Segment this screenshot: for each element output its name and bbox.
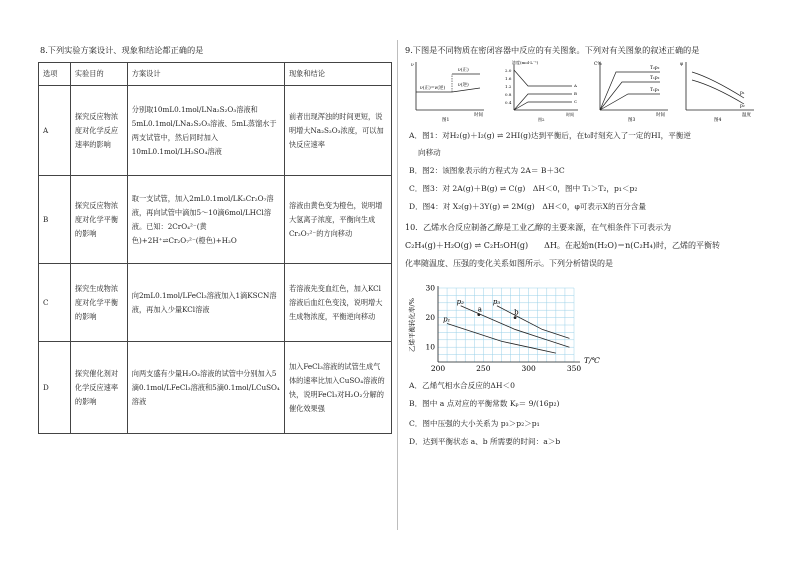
fig4-label-p2: p₂ <box>740 104 745 109</box>
chart-labels <box>407 284 601 374</box>
q10-stem-2: C₂H₄(g)＋H₂O(g) ⇌ C₂H₅OH(g) ΔH。在起始n(H₂O)＝n(C₂H₄)时，乙烯的平衡转 <box>405 241 720 250</box>
fig3-label-t1p1: T₁p₁ <box>650 88 660 93</box>
x-tick-label: 300 <box>521 364 536 373</box>
fig2-label: 图2 <box>538 117 545 122</box>
y-tick-label: 30 <box>425 283 435 293</box>
table-row-c <box>39 264 392 342</box>
fig1-ylabel: ν <box>411 63 414 68</box>
x-tick-label: 200 <box>430 364 446 373</box>
row-d-aim: 探究催化剂对化学反应速率的影响 <box>70 342 127 434</box>
fig3-label-t2p2: T₂p₂ <box>650 66 660 71</box>
table-row-b <box>39 176 392 264</box>
fig1-curve1: ν(正) <box>458 68 469 73</box>
row-c-aim: 探究生成物浓度对化学平衡的影响 <box>70 264 127 342</box>
row-a-result: 前者出现浑浊的时间更短，说明增大Na₂S₂O₃浓度，可以加快反应速率 <box>284 86 391 176</box>
data-point <box>514 316 517 319</box>
fig4-label-p1: p₁ <box>740 91 745 96</box>
q10-option-c: C．图中压强的大小关系为 p₃＞p₂＞p₁ <box>409 419 540 428</box>
series-label: p₃ <box>492 297 501 306</box>
table-row-d <box>39 342 392 434</box>
header-plan: 方案设计 <box>127 63 284 86</box>
x-tick-label: 250 <box>476 364 491 373</box>
point-label: a <box>477 305 482 314</box>
fig3-label: 图3 <box>628 118 636 123</box>
row-b-plan: 取一支试管，加入2mL0.1mol/LK₂Cr₂O₇溶液，再向试管中滴加5～10滴6mol/LHCl溶液。已知：2CrO₄²⁻(黄色)+2H⁺⇌Cr₂O₇²⁻(橙色)+H₂O <box>127 176 284 264</box>
q9-option-b: B．图2：该图象表示的方程式为 2A＝ B＋3C <box>409 166 565 175</box>
fig1-curve3: ν(正)=ν(逆) <box>420 86 446 91</box>
row-a-plan: 分别取10mL0.1mol/LNa₂S₂O₃溶液和5mL0.1mol/LNa₂S₂O₃溶液、5mL蒸馏水于两支试管中，然后同时加入10mL0.1mol/LH₂SO₄溶液 <box>127 86 284 176</box>
fig2-curve-a: A <box>574 83 577 88</box>
q10-stem-1: 10．乙烯水合反应制备乙醇是工业乙醇的主要来源，在气相条件下可表示为 <box>405 223 672 232</box>
row-c-result: 若溶液先变血红色，加入KCl溶液后血红色变浅，说明增大生成物浓度，平衡逆向移动 <box>284 264 391 342</box>
row-d-plan: 向两支盛有少量H₂O₂溶液的试管中分别加入5滴0.1mol/LFeCl₃溶液和5滴0.1mol/LCuSO₄溶液 <box>127 342 284 434</box>
row-d-option: D <box>39 342 71 434</box>
q10-option-b: B．图中 a 点对应的平衡常数 Kₚ＝ 9/(16p₂) <box>409 399 560 408</box>
row-b-aim: 探究反应物浓度对化学平衡的影响 <box>70 176 127 264</box>
fig2-curve-b: B <box>574 91 577 96</box>
table-row-a <box>39 86 392 176</box>
series-label: p₂ <box>456 297 464 306</box>
y-tick-label: 20 <box>425 313 435 323</box>
q9-title: 9.下图是不同物质在密闭容器中反应的有关图象。下列对有关图象的叙述正确的是 <box>405 45 700 55</box>
fig2-tick-1.6: 1.6 <box>505 76 512 81</box>
q10-chart <box>406 282 600 378</box>
q9-option-c: C．图3：对 2A(g)＋B(g) ⇌ C(g) ΔH＜0，图中 T₁＞T₂，p₁＜p₂ <box>409 184 638 193</box>
fig4-xlabel: 温度 <box>742 113 751 118</box>
y-axis-label: 乙烯平衡转化率/% <box>408 298 416 352</box>
table-header-row <box>39 63 392 86</box>
fig2-ylabel: 浓度(mol·L⁻¹) <box>512 60 539 65</box>
series-line <box>497 306 570 339</box>
y-tick-label: 10 <box>425 342 435 352</box>
q9-option-d: D．图4：对 X₂(g)＋3Y(g) ⇌ 2M(g) ΔH＜0，φ可表示X的百分含量 <box>409 202 646 211</box>
row-b-result: 溶液由黄色变为橙色，说明增大氢离子浓度，平衡向生成Cr₂O₇²⁻的方向移动 <box>284 176 391 264</box>
row-d-result: 加入FeCl₃溶液的试管生成气体的速率比加入CuSO₄溶液的快，说明FeCl₃对H₂O₂分解的催化效果强 <box>284 342 391 434</box>
column-divider <box>397 40 398 530</box>
fig1-curve2: ν(逆) <box>458 83 469 88</box>
fig2-xlabel: 时间 <box>566 112 574 117</box>
q10-option-a: A．乙烯气相水合反应的ΔH＜0 <box>409 381 515 390</box>
q8-table <box>38 62 392 434</box>
row-a-aim: 探究反应物浓度对化学反应速率的影响 <box>70 86 127 176</box>
header-option: 选项 <box>39 63 71 86</box>
figure-4 <box>678 58 760 122</box>
fig2-tick-2.0: 2.0 <box>505 68 512 73</box>
q10-option-d: D．达到平衡状态 a、b 所需要的时间：a＞b <box>409 437 561 446</box>
header-result: 现象和结论 <box>284 63 391 86</box>
series-label: p₁ <box>443 315 451 324</box>
fig4-label: 图4 <box>714 118 722 123</box>
fig2-tick-0.4: 0.4 <box>505 100 512 105</box>
x-tick-label: 350 <box>566 364 582 373</box>
point-label: b <box>514 308 519 317</box>
fig2-tick-0.8: 0.8 <box>505 92 512 97</box>
fig2-tick-1.2: 1.2 <box>505 84 512 89</box>
figure-3 <box>592 58 674 122</box>
fig3-label-t1p2: T₁p₂ <box>650 76 660 81</box>
row-c-plan: 向2mL0.1mol/LFeCl₃溶液加入1滴KSCN溶液，再加入少量KCl溶液 <box>127 264 284 342</box>
fig1-label: 图1 <box>442 118 450 123</box>
fig1-xlabel: 时间 <box>474 113 483 118</box>
figure-2 <box>502 58 584 122</box>
fig4-ylabel: φ <box>680 62 684 67</box>
x-axis-label: T/℃ <box>584 356 600 365</box>
q9-option-a: A．图1：对H₂(g)＋I₂(g) ⇌ 2HI(g)达到平衡后，在t₀时刻充入了一定的HI，平衡逆 <box>409 131 691 140</box>
q8-title: 8.下列实验方案设计、现象和结论都正确的是 <box>40 45 204 55</box>
header-aim: 实验目的 <box>70 63 127 86</box>
fig3-xlabel: 时间 <box>656 113 665 118</box>
row-c-option: C <box>39 264 71 342</box>
row-b-option: B <box>39 176 71 264</box>
fig3-ylabel: C% <box>594 62 602 67</box>
q9-option-a-cont: 向移动 <box>418 148 441 157</box>
figure-1 <box>408 58 490 122</box>
row-a-option: A <box>39 86 71 176</box>
data-point <box>477 313 480 316</box>
q10-stem-3: 化率随温度、压强的变化关系如图所示。下列分析错误的是 <box>405 259 613 268</box>
fig2-curve-c: C <box>574 99 578 104</box>
